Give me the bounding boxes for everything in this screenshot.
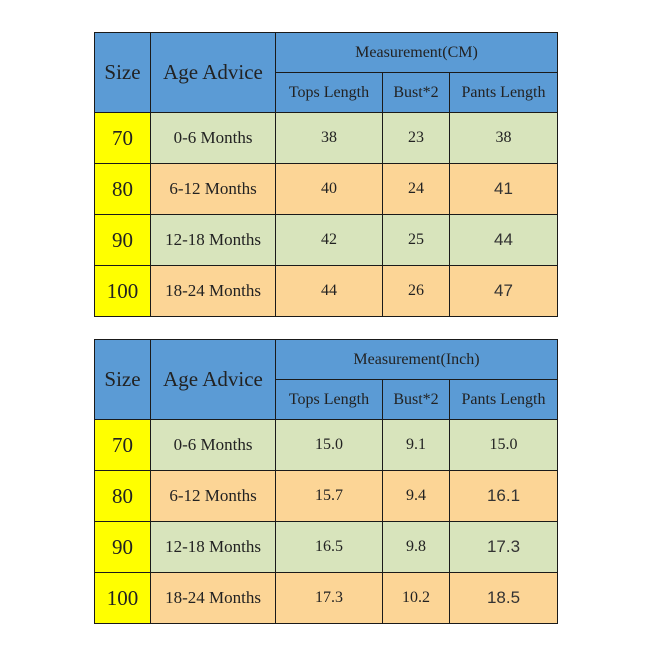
pants-length-cell: 18.5 <box>450 573 558 624</box>
bust-cell: 23 <box>383 113 450 164</box>
tops-length-cell: 15.0 <box>276 420 383 471</box>
age-advice-header: Age Advice <box>151 340 276 420</box>
tops-length-header: Tops Length <box>276 380 383 420</box>
age-advice-header: Age Advice <box>151 33 276 113</box>
tops-length-cell: 44 <box>276 266 383 317</box>
pants-length-header: Pants Length <box>450 380 558 420</box>
size-header: Size <box>95 340 151 420</box>
measurement-header: Measurement(Inch) <box>276 340 558 380</box>
table-row <box>95 266 558 317</box>
table-row <box>95 215 558 266</box>
pants-length-cell: 47 <box>450 266 558 317</box>
size-cell: 90 <box>95 215 151 266</box>
bust-cell: 9.1 <box>383 420 450 471</box>
table-row <box>95 471 558 522</box>
size-cell: 70 <box>95 420 151 471</box>
size-header: Size <box>95 33 151 113</box>
size-cell: 80 <box>95 471 151 522</box>
tops-length-cell: 16.5 <box>276 522 383 573</box>
size-chart-inch-table <box>94 339 558 624</box>
bust-cell: 24 <box>383 164 450 215</box>
bust-cell: 9.8 <box>383 522 450 573</box>
size-chart-cm-table <box>94 32 558 317</box>
size-cell: 100 <box>95 266 151 317</box>
bust-cell: 10.2 <box>383 573 450 624</box>
age-cell: 6-12 Months <box>151 471 276 522</box>
table-row <box>95 164 558 215</box>
pants-length-cell: 17.3 <box>450 522 558 573</box>
tops-length-cell: 15.7 <box>276 471 383 522</box>
measurement-header: Measurement(CM) <box>276 33 558 73</box>
bust-cell: 26 <box>383 266 450 317</box>
size-cell: 100 <box>95 573 151 624</box>
bust-cell: 25 <box>383 215 450 266</box>
tops-length-cell: 40 <box>276 164 383 215</box>
age-cell: 12-18 Months <box>151 522 276 573</box>
pants-length-cell: 16.1 <box>450 471 558 522</box>
age-cell: 0-6 Months <box>151 113 276 164</box>
size-cell: 80 <box>95 164 151 215</box>
age-cell: 18-24 Months <box>151 573 276 624</box>
table-row <box>95 113 558 164</box>
pants-length-cell: 38 <box>450 113 558 164</box>
tops-length-header: Tops Length <box>276 73 383 113</box>
table-row <box>95 573 558 624</box>
bust-cell: 9.4 <box>383 471 450 522</box>
pants-length-cell: 44 <box>450 215 558 266</box>
age-cell: 18-24 Months <box>151 266 276 317</box>
size-cell: 70 <box>95 113 151 164</box>
age-cell: 0-6 Months <box>151 420 276 471</box>
table-row <box>95 522 558 573</box>
pants-length-header: Pants Length <box>450 73 558 113</box>
bust-header: Bust*2 <box>383 73 450 113</box>
pants-length-cell: 15.0 <box>450 420 558 471</box>
bust-header: Bust*2 <box>383 380 450 420</box>
tops-length-cell: 38 <box>276 113 383 164</box>
tops-length-cell: 42 <box>276 215 383 266</box>
age-cell: 6-12 Months <box>151 164 276 215</box>
table-row <box>95 420 558 471</box>
pants-length-cell: 41 <box>450 164 558 215</box>
size-cell: 90 <box>95 522 151 573</box>
age-cell: 12-18 Months <box>151 215 276 266</box>
tops-length-cell: 17.3 <box>276 573 383 624</box>
